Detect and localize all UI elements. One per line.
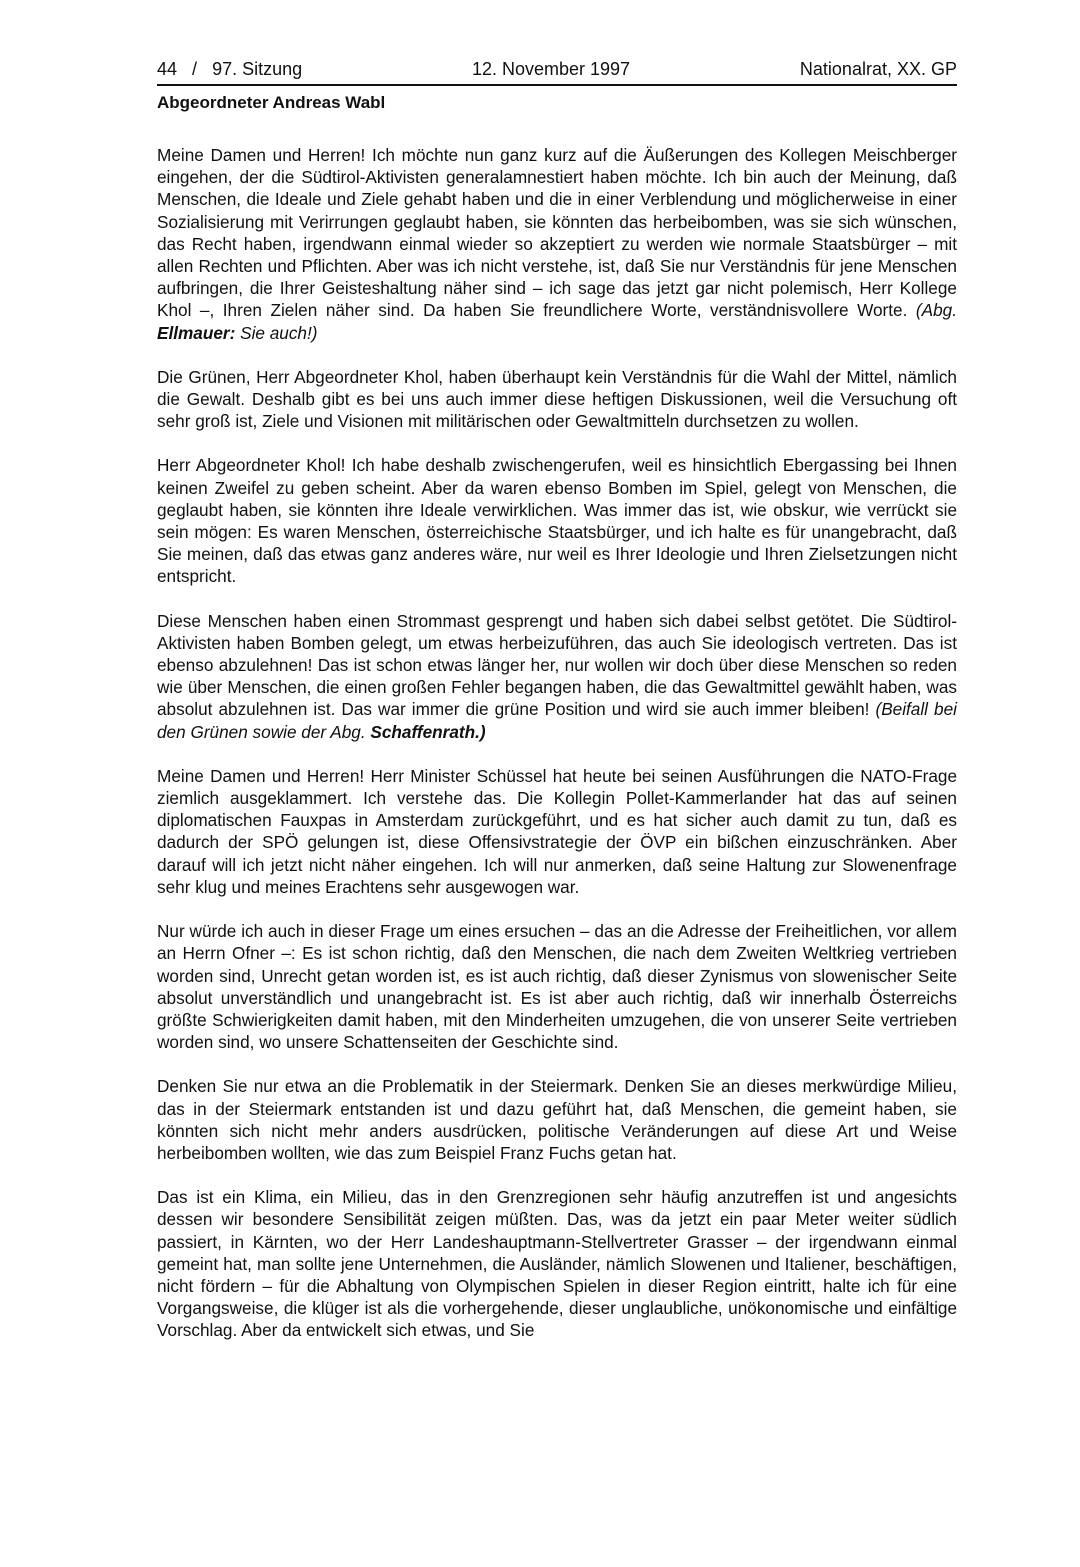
speaker-name: Abgeordneter Andreas Wabl (157, 93, 386, 112)
speech-body (157, 144, 957, 1342)
paragraph: Diese Menschen haben einen Strommast gesprengt und haben sich dabei selbst getötet. Die Südtirol-Aktivisten haben Bomben gelegt, um etwas herbeizuführen, das auch Sie ideologisch vertreten. Das ist ebenso abzulehnen! Das ist schon etwas länger her, nur wollen wir doch über diese Menschen so reden wie über Menschen, die einen großen Fehler begangen haben, die das Gewaltmittel gewählt haben, was absolut abzulehnen ist. Das war immer die grüne Position und wird sie auch immer bleiben! (Beifall bei den Grünen sowie der Abg. Schaffenrath.) (157, 610, 957, 742)
paragraph: Meine Damen und Herren! Ich möchte nun ganz kurz auf die Äußerungen des Kollegen Meischberger eingehen, der die Südtirol-Aktivisten generalamnestiert haben möchte. Ich bin auch der Meinung, daß Menschen, die Ideale und Ziele gehabt haben und die in einer Verblendung und möglicherweise in einer Sozialisierung mit Verirrungen geglaubt haben, sie könnten das herbeibomben, was sie sich wünschen, das Recht haben, irgendwann einmal wieder so akzeptiert zu werden wie normale Staatsbürger – mit allen Rechten und Pflichten. Aber was ich nicht verstehe, ist, daß Sie nur Verständnis für jene Menschen aufbringen, die Ihrer Geisteshaltung näher sind – ich sage das jetzt gar nicht polemisch, Herr Kollege Khol –, Ihren Zielen näher sind. Da haben Sie freundlichere Worte, verständnisvollere Worte. (Abg. Ellmauer: Sie auch!) (157, 145, 957, 343)
page-number: 44 (157, 59, 178, 79)
paragraph: Nur würde ich auch in dieser Frage um eines ersuchen – das an die Adresse der Freiheitlichen, vor allem an Herrn Ofner –: Es ist schon richtig, daß den Menschen, die nach dem Zweiten Weltkrieg vertrieben worden sind, Unrecht getan worden ist, es ist auch richtig, daß dieser Zynismus von slowenischer Seite absolut unverständlich und unangebracht ist. Es ist aber auch richtig, daß wir innerhalb Österreichs größte Schwierigkeiten damit haben, mit den Minderheiten umzugehen, die von unserer Seite vertrieben worden sind, wo unsere Schattenseiten der Geschichte sind. (157, 921, 957, 1053)
parliament-label: Nationalrat, XX. GP (799, 59, 957, 79)
interjection-speaker: Ellmauer: (157, 322, 236, 343)
interjection: (Abg. Ellmauer: Sie auch!) (157, 300, 957, 343)
document-page (157, 58, 957, 1364)
header-separator: / (192, 59, 198, 79)
applause-name: Schaffenrath.) (370, 721, 486, 742)
session-date: 12. November 1997 (471, 59, 631, 79)
paragraph: Herr Abgeordneter Khol! Ich habe deshalb zwischengerufen, weil es hinsichtlich Ebergassing bei Ihnen keinen Zweifel zu geben scheint. Aber da waren ebenso Bomben im Spiel, gelegt von Menschen, die geglaubt haben, sie könnten ihre Ideale verwirklichen. Was immer das ist, wie obskur, wie verrückt sie sein mögen: Es waren Menschen, österreichische Staatsbürger, und ich halte es für unangebracht, daß Sie meinen, daß das etwas ganz anderes wäre, nur weil es Ihrer Ideologie und Ihren Zielsetzungen nicht entspricht. (157, 455, 957, 587)
paragraph: Das ist ein Klima, ein Milieu, das in den Grenzregionen sehr häufig anzutreffen ist und angesichts dessen wir besondere Sensibilität zeigen müßten. Das, was da jetzt ein paar Meter weiter südlich passiert, in Kärnten, wo der Herr Landeshauptmann-Stellvertreter Grasser – der irgendwann einmal gemeint hat, man sollte jene Unternehmen, die Ausländer, nämlich Slowenen und Italiener, beschäftigen, nicht fördern – für die Abhaltung von Olympischen Spielen in dieser Region eintritt, halte ich für eine Vorgangsweise, die klüger ist als die vorhergehende, dieser unglaubliche, unökonomische und einfältige Vorschlag. Aber da entwickelt sich etwas, und Sie (157, 1187, 957, 1341)
session-label: 97. Sitzung (212, 59, 303, 79)
paragraph: Denken Sie nur etwa an die Problematik in der Steiermark. Denken Sie an dieses merkwürdige Milieu, das in der Steiermark entstanden ist und dazu geführt hat, daß Menschen, die gemeint haben, sie könnten sich nicht mehr anders ausdrücken, politische Veränderungen auf diese Art und Weise herbeibomben wollten, wie das zum Beispiel Franz Fuchs getan hat. (157, 1076, 957, 1163)
paragraph: Meine Damen und Herren! Herr Minister Schüssel hat heute bei seinen Ausführungen die NATO-Frage ziemlich ausgeklammert. Ich verstehe das. Die Kollegin Pollet-Kammerlander hat das auf seinen diplomatischen Fauxpas in Amsterdam zurückgeführt, und es hat sicher auch damit zu tun, daß es dadurch der SPÖ gelungen ist, diese Offensivstrategie der ÖVP ein bißchen einzuschränken. Aber darauf will ich jetzt nicht näher eingehen. Ich will nur anmerken, daß seine Haltung zur Slowenenfrage sehr klug und meines Erachtens sehr ausgewogen war. (157, 765, 957, 897)
header-left (157, 58, 302, 80)
page-header (157, 58, 957, 86)
applause-note: (Beifall bei den Grünen sowie der Abg. Schaffenrath.) (157, 699, 957, 742)
paragraph: Die Grünen, Herr Abgeordneter Khol, haben überhaupt kein Verständnis für die Wahl der Mittel, nämlich die Gewalt. Deshalb gibt es bei uns auch immer diese heftigen Diskussionen, weil die Versuchung oft sehr groß ist, Ziele und Visionen mit militärischen oder Gewaltmitteln durchsetzen zu wollen. (157, 366, 957, 432)
